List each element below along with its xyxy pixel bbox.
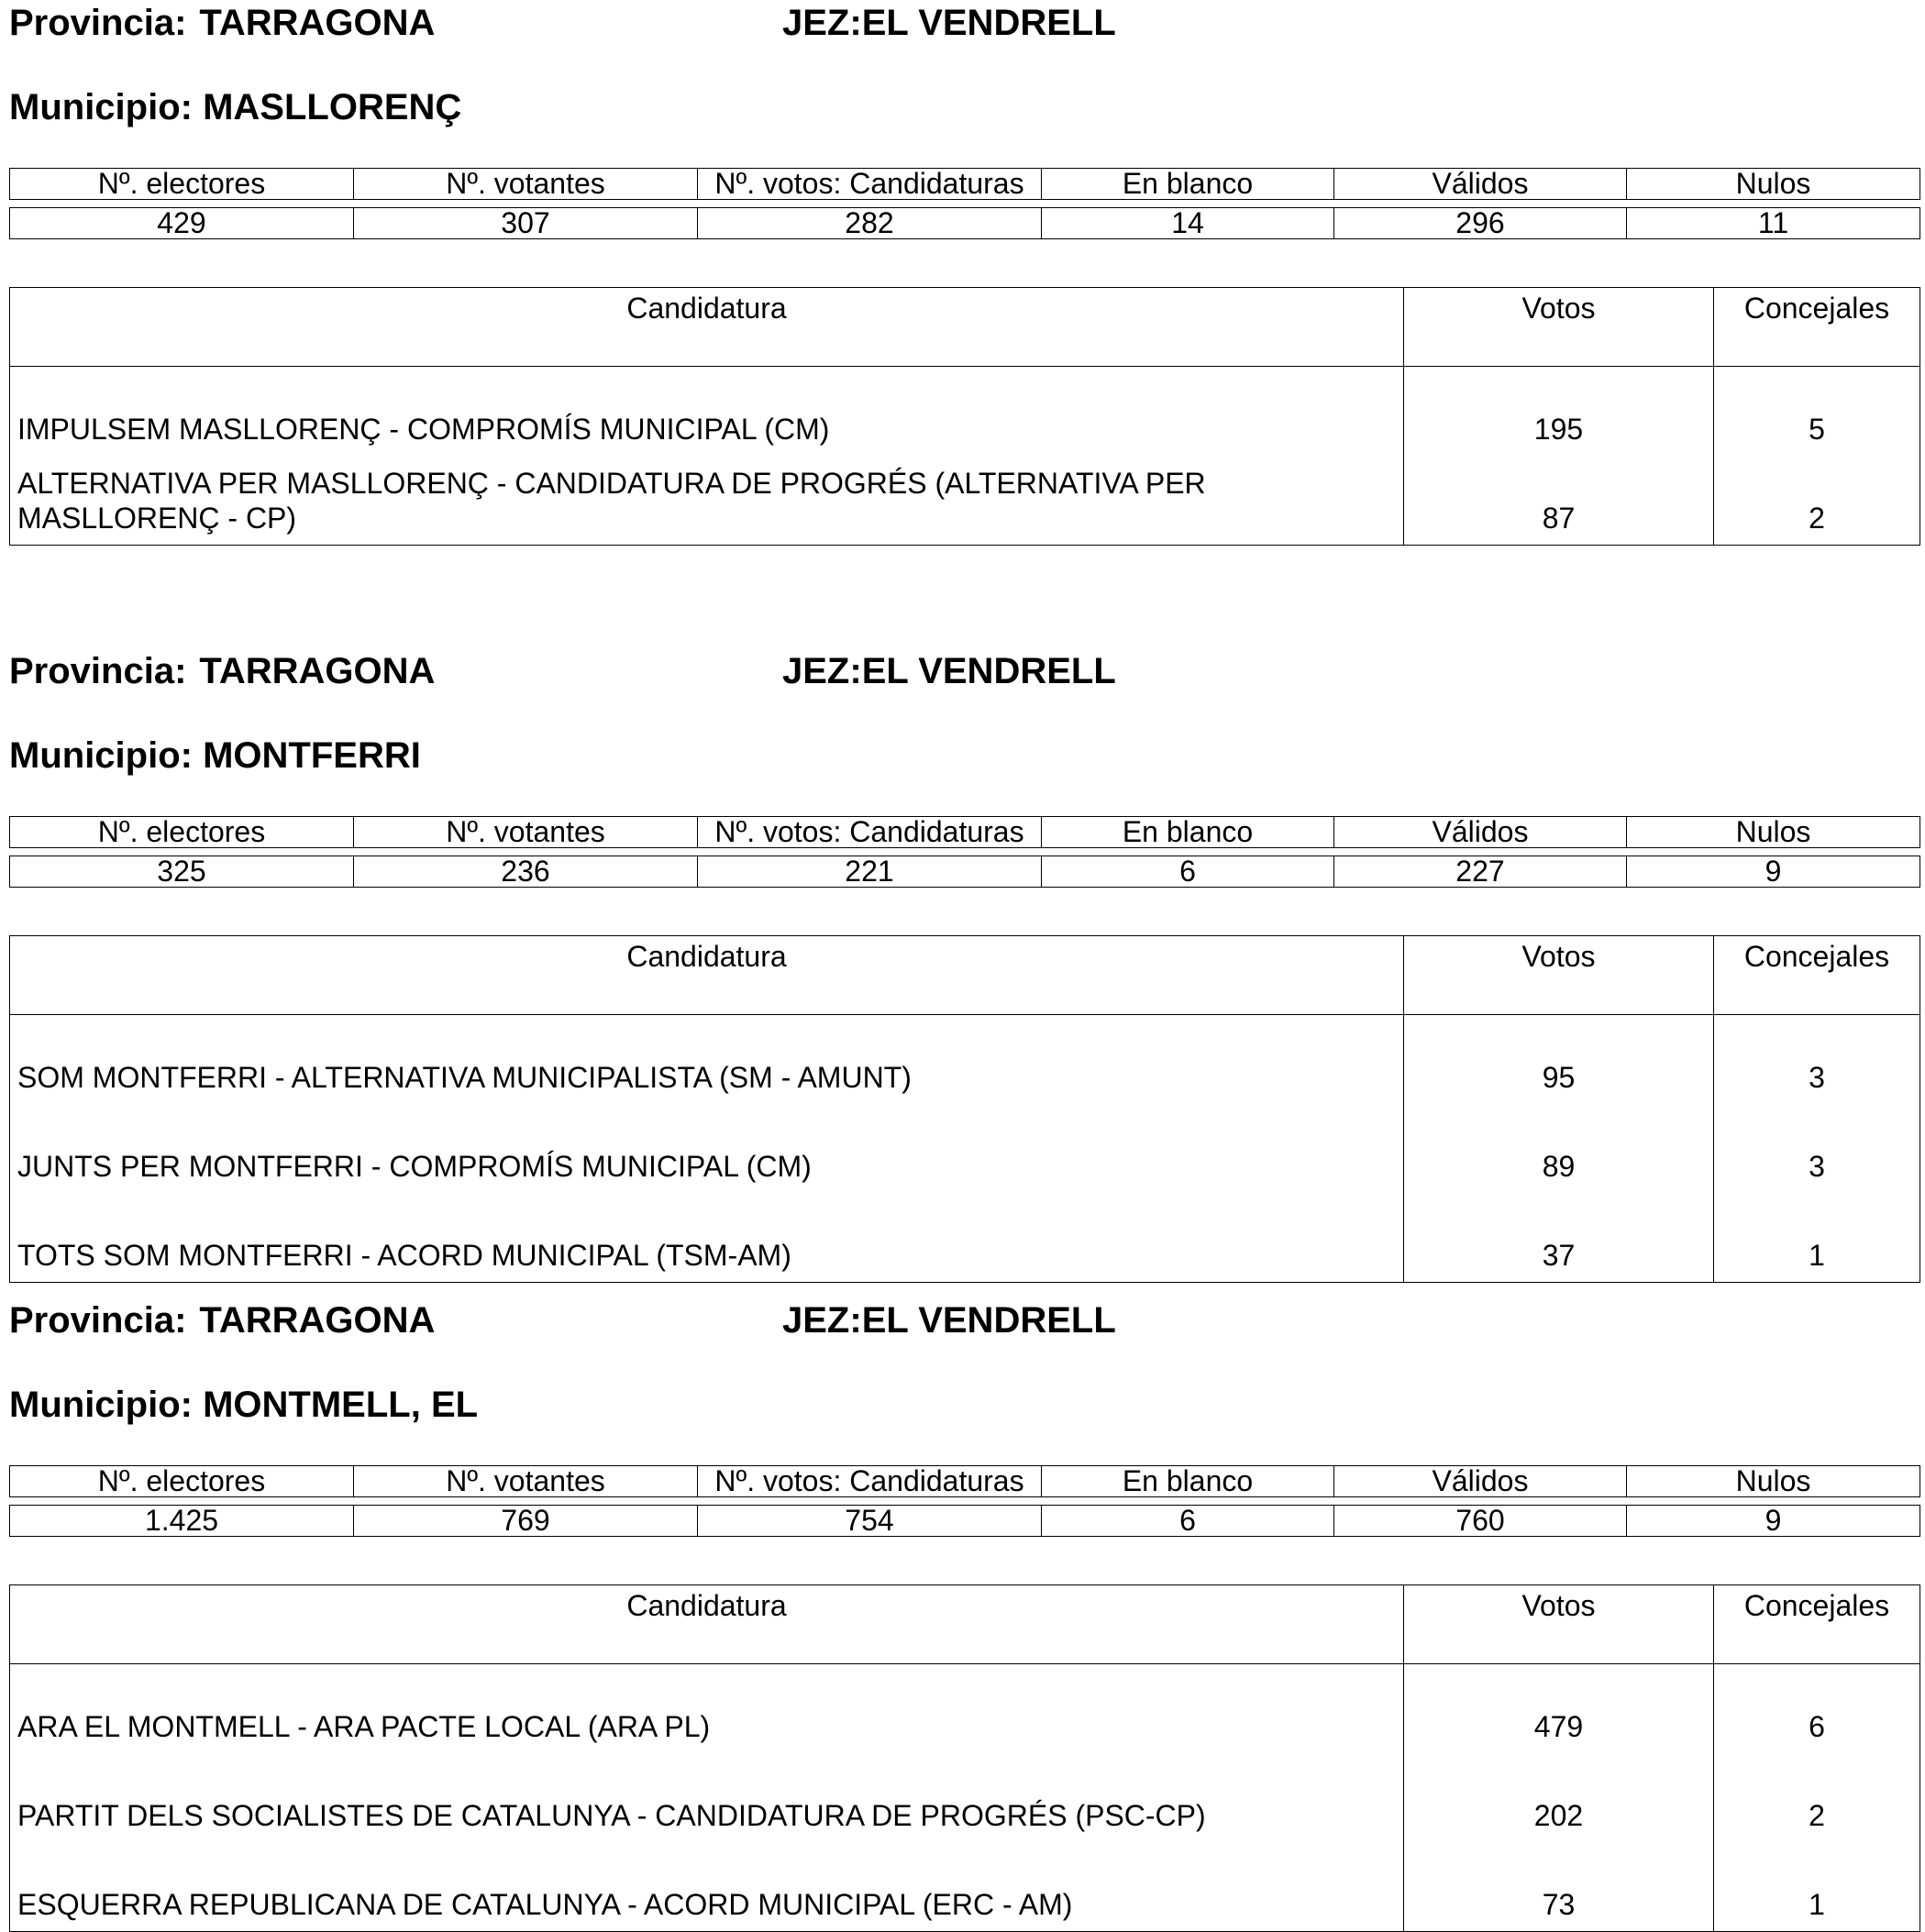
stats-header-votantes: Nº. votantes: [354, 169, 698, 200]
stats-header-validos: Válidos: [1334, 817, 1627, 848]
municipio-label: Municipio:: [9, 1385, 193, 1425]
stats-header-row: [10, 1466, 1920, 1497]
candidatura-votos: 87: [1404, 456, 1714, 546]
candidaturas-header-row: [10, 288, 1920, 367]
candidatura-name: TOTS SOM MONTFERRI - ACORD MUNICIPAL (TSM-AM): [10, 1193, 1404, 1283]
stats-header-en-blanco: En blanco: [1042, 1466, 1334, 1497]
candidatura-concejales: 2: [1809, 1799, 1825, 1832]
stats-votos-candidaturas: 754: [698, 1506, 1042, 1537]
municipio-value: MONTMELL, EL: [203, 1385, 479, 1425]
candidatura-row: [10, 1753, 1920, 1842]
concejales-header: Concejales: [1714, 288, 1920, 367]
candidatura-name: ARA EL MONTMELL - ARA PACTE LOCAL (ARA PL): [10, 1664, 1404, 1754]
candidatura-row: [10, 456, 1920, 546]
candidaturas-header-row: [10, 1585, 1920, 1664]
candidatura-votos: 195: [1404, 367, 1714, 457]
candidatura-name: JUNTS PER MONTFERRI - COMPROMÍS MUNICIPAL (CM): [10, 1104, 1404, 1193]
provincia-line: [9, 1299, 435, 1341]
municipio-line: [9, 86, 461, 128]
candidatura-concejales: 3: [1809, 1150, 1825, 1183]
provincia-line: [9, 2, 435, 44]
stats-en-blanco: 14: [1042, 208, 1334, 239]
candidatura-concejales: 1: [1809, 1888, 1825, 1921]
candidatura-name: ESQUERRA REPUBLICANA DE CATALUNYA - ACORD MUNICIPAL (ERC - AM): [10, 1842, 1404, 1932]
stats-validos: 760: [1334, 1506, 1627, 1537]
candidatura-row: [10, 367, 1920, 457]
candidatura-row: [10, 1664, 1920, 1754]
concejales-header: Concejales: [1714, 936, 1920, 1015]
candidatura-concejales: 2: [1809, 502, 1825, 535]
stats-header-row: [10, 817, 1920, 848]
candidatura-name: SOM MONTFERRI - ALTERNATIVA MUNICIPALISTA (SM - AMUNT): [10, 1015, 1404, 1105]
candidatura-name: ALTERNATIVA PER MASLLORENÇ - CANDIDATURA DE PROGRÉS (ALTERNATIVA PER MASLLORENÇ - CP): [10, 456, 1404, 546]
candidatura-row: [10, 1193, 1920, 1283]
stats-nulos: 11: [1627, 208, 1920, 239]
stats-header-votantes: Nº. votantes: [354, 1466, 698, 1497]
stats-votantes: 307: [354, 208, 698, 239]
candidatura-votos: 37: [1404, 1193, 1714, 1283]
provincia-label: Provincia:: [9, 3, 187, 43]
stats-value-row: [10, 208, 1920, 239]
candidatura-concejales: 1: [1809, 1239, 1825, 1272]
stats-en-blanco: 6: [1042, 856, 1334, 888]
stats-header-electores: Nº. electores: [10, 169, 354, 200]
stats-votos-candidaturas: 282: [698, 208, 1042, 239]
candidatura-votos: 73: [1404, 1842, 1714, 1932]
jez-line: [782, 1299, 1116, 1341]
candidatura-header: Candidatura: [10, 936, 1404, 1015]
candidatura-row: [10, 1104, 1920, 1193]
candidatura-row: [10, 1842, 1920, 1932]
votos-header: Votos: [1404, 936, 1714, 1015]
provincia-label: Provincia:: [9, 651, 187, 691]
jez-label: JEZ:: [782, 651, 862, 691]
stats-validos: 227: [1334, 856, 1627, 888]
provincia-line: [9, 650, 435, 692]
votos-header: Votos: [1404, 288, 1714, 367]
provincia-label: Provincia:: [9, 1300, 187, 1341]
jez-line: [782, 2, 1116, 44]
provincia-value: TARRAGONA: [199, 3, 436, 43]
jez-label: JEZ:: [782, 1300, 862, 1341]
stats-nulos: 9: [1627, 1506, 1920, 1537]
stats-header-en-blanco: En blanco: [1042, 817, 1334, 848]
stats-electores: 1.425: [10, 1506, 354, 1537]
municipio-value: MONTFERRI: [203, 735, 421, 776]
stats-header-validos: Válidos: [1334, 1466, 1627, 1497]
provincia-value: TARRAGONA: [199, 651, 436, 691]
jez-value: EL VENDRELL: [861, 651, 1116, 691]
municipio-label: Municipio:: [9, 735, 193, 776]
candidatura-concejales: 6: [1809, 1710, 1825, 1743]
candidatura-name: IMPULSEM MASLLORENÇ - COMPROMÍS MUNICIPAL (CM): [10, 367, 1404, 457]
candidatura-header: Candidatura: [10, 1585, 1404, 1664]
stats-header-electores: Nº. electores: [10, 817, 354, 848]
stats-header-en-blanco: En blanco: [1042, 169, 1334, 200]
candidatura-row: [10, 1015, 1920, 1105]
stats-header-votos-candidaturas: Nº. votos: Candidaturas: [698, 1466, 1042, 1497]
candidatura-votos: 202: [1404, 1753, 1714, 1842]
stats-en-blanco: 6: [1042, 1506, 1334, 1537]
jez-value: EL VENDRELL: [861, 3, 1116, 43]
stats-header-row: [10, 169, 1920, 200]
stats-electores: 325: [10, 856, 354, 888]
stats-header-nulos: Nulos: [1627, 169, 1920, 200]
jez-label: JEZ:: [782, 3, 862, 43]
candidatura-concejales: 3: [1809, 1061, 1825, 1094]
concejales-header: Concejales: [1714, 1585, 1920, 1664]
municipio-line: [9, 1384, 478, 1426]
stats-value-row: [10, 856, 1920, 888]
candidaturas-table: [9, 1584, 1920, 1932]
stats-electores: 429: [10, 208, 354, 239]
candidaturas-table: [9, 287, 1920, 546]
provincia-value: TARRAGONA: [199, 1300, 436, 1341]
stats-table: [9, 1465, 1920, 1537]
candidatura-votos: 95: [1404, 1015, 1714, 1105]
jez-value: EL VENDRELL: [861, 1300, 1116, 1341]
candidaturas-table: [9, 935, 1920, 1283]
stats-header-validos: Válidos: [1334, 169, 1627, 200]
stats-header-nulos: Nulos: [1627, 1466, 1920, 1497]
votos-header: Votos: [1404, 1585, 1714, 1664]
stats-header-electores: Nº. electores: [10, 1466, 354, 1497]
stats-validos: 296: [1334, 208, 1627, 239]
stats-votos-candidaturas: 221: [698, 856, 1042, 888]
candidatura-concejales: 5: [1809, 413, 1825, 446]
municipio-value: MASLLORENÇ: [203, 87, 462, 127]
municipio-line: [9, 734, 421, 777]
candidatura-name: PARTIT DELS SOCIALISTES DE CATALUNYA - CANDIDATURA DE PROGRÉS (PSC-CP): [10, 1753, 1404, 1842]
stats-header-votos-candidaturas: Nº. votos: Candidaturas: [698, 169, 1042, 200]
stats-table: [9, 816, 1920, 888]
stats-votantes: 769: [354, 1506, 698, 1537]
stats-votantes: 236: [354, 856, 698, 888]
candidatura-header: Candidatura: [10, 288, 1404, 367]
municipio-label: Municipio:: [9, 87, 193, 127]
stats-table: [9, 168, 1920, 239]
stats-nulos: 9: [1627, 856, 1920, 888]
jez-line: [782, 650, 1116, 692]
stats-value-row: [10, 1506, 1920, 1537]
candidatura-votos: 479: [1404, 1664, 1714, 1754]
stats-header-nulos: Nulos: [1627, 817, 1920, 848]
candidatura-votos: 89: [1404, 1104, 1714, 1193]
candidaturas-header-row: [10, 936, 1920, 1015]
stats-header-votantes: Nº. votantes: [354, 817, 698, 848]
stats-header-votos-candidaturas: Nº. votos: Candidaturas: [698, 817, 1042, 848]
